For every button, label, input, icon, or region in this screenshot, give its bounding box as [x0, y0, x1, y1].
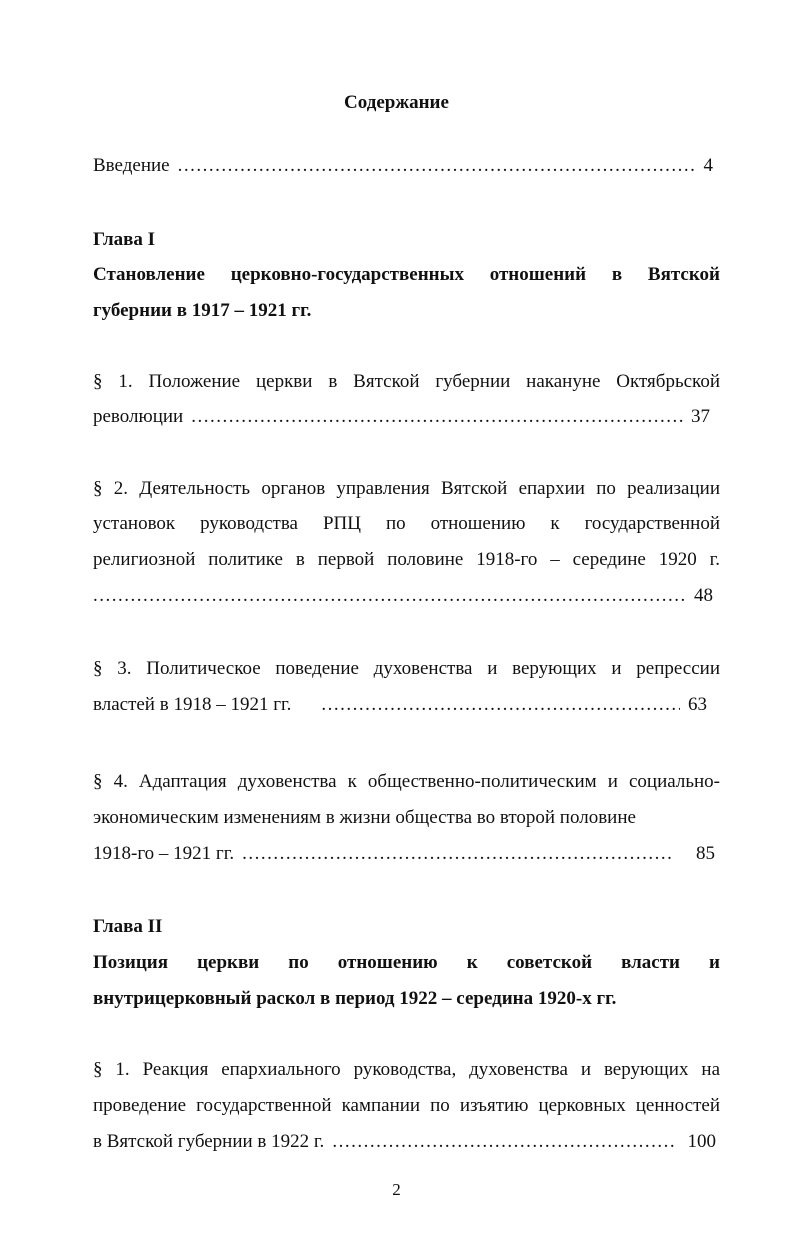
toc-page-number: 37 [691, 406, 710, 427]
toc-page-number: 48 [694, 585, 713, 606]
page-number: 2 [392, 1180, 401, 1199]
ch1-section-2-line-1: § 2. Деятельность органов управления Вятской епархии по реализации [93, 478, 720, 499]
toc-page-number: 4 [703, 155, 713, 176]
leader-dots [332, 1130, 675, 1154]
leader-dots [178, 154, 696, 178]
toc-entry-ch1-s4[interactable] [93, 842, 715, 866]
ch1-section-2-line-3: религиозной политике в первой половине 1918-го – середине 1920 г. [93, 549, 720, 570]
chapter-1-heading: Глава I [93, 229, 156, 250]
leader-dots [242, 842, 674, 866]
toc-entry-ch2-s1[interactable] [93, 1130, 716, 1154]
toc-entry-label: 1918-го – 1921 гг. [93, 843, 235, 864]
chapter-2-title-line-1: Позиция церкви по отношению к советской власти и [93, 952, 720, 973]
chapter-2-heading: Глава II [93, 916, 163, 937]
toc-page-number: 100 [687, 1131, 716, 1152]
ch2-section-1-line-1: § 1. Реакция епархиального руководства, духовенства и верующих на [93, 1059, 720, 1080]
ch1-section-4-line-1: § 4. Адаптация духовенства к общественно-политическим и социально- [93, 771, 720, 792]
chapter-1-title-line-1: Становление церковно-государственных отношений в Вятской [93, 264, 720, 285]
toc-entry-ch1-s3[interactable] [93, 693, 707, 717]
ch1-section-3-line-1: § 3. Политическое поведение духовенства и верующих и репрессии [93, 658, 720, 679]
chapter-1-title-line-2: губернии в 1917 – 1921 гг. [93, 300, 312, 321]
ch1-section-4-line-2: экономическим изменениям в жизни общества во второй половине [93, 807, 636, 828]
ch2-section-1-line-2: проведение государственной кампании по изъятию церковных ценностей [93, 1095, 720, 1116]
toc-entry-label: в Вятской губернии в 1922 г. [93, 1131, 325, 1152]
ch1-section-1-line-1: § 1. Положение церкви в Вятской губернии накануне Октябрьской [93, 371, 720, 392]
toc-page-number: 63 [688, 694, 707, 715]
leader-dots [191, 405, 683, 429]
toc-entry-ch1-s2[interactable] [93, 584, 713, 608]
page-title: Содержание [344, 92, 449, 113]
chapter-2-title-line-2: внутрицерковный раскол в период 1922 – середина 1920-х гг. [93, 988, 617, 1009]
toc-page-number: 85 [696, 843, 715, 864]
toc-entry-introduction[interactable] [93, 154, 713, 178]
ch1-section-2-line-2: установок руководства РПЦ по отношению к государственной [93, 513, 720, 534]
toc-entry-label: властей в 1918 – 1921 гг. [93, 694, 292, 715]
leader-dots [93, 584, 686, 608]
toc-entry-label: Введение [93, 155, 170, 176]
toc-entry-label: революции [93, 406, 184, 427]
toc-entry-ch1-s1[interactable] [93, 405, 710, 429]
leader-dots [321, 693, 680, 717]
